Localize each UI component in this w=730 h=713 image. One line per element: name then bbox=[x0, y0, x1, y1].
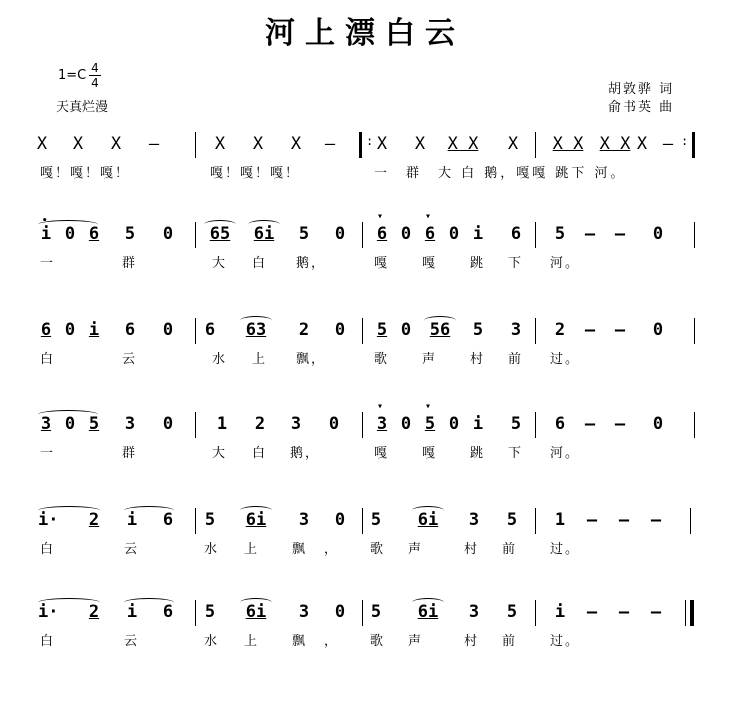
note: 6 bbox=[162, 602, 174, 622]
note: 2 bbox=[254, 414, 266, 434]
lyric: 飘， bbox=[296, 352, 327, 367]
note-dash: — bbox=[584, 224, 596, 244]
note: X bbox=[214, 134, 226, 154]
note-group: X X bbox=[552, 134, 584, 154]
lyric: 大 bbox=[212, 446, 228, 461]
lyric: 村 bbox=[464, 542, 480, 557]
repeat-dots: : bbox=[366, 134, 374, 148]
lyric: 水 bbox=[212, 352, 228, 367]
lyric: 前 bbox=[502, 542, 518, 557]
note: • i bbox=[40, 216, 52, 244]
accent-mark: ▾ bbox=[425, 211, 432, 222]
note: 5 bbox=[370, 510, 382, 530]
composer: 俞书英 曲 bbox=[608, 100, 675, 115]
note: 5 bbox=[554, 224, 566, 244]
lyric: 白 bbox=[252, 446, 268, 461]
note-dash: — bbox=[650, 510, 662, 530]
notes-row-3 bbox=[0, 312, 730, 346]
lyric: 嘎 bbox=[422, 256, 438, 271]
note: 0 bbox=[448, 224, 460, 244]
accent-mark: ▾ bbox=[377, 401, 384, 412]
barline bbox=[535, 132, 536, 158]
note-dash: — bbox=[324, 134, 336, 154]
lyric: 声 bbox=[422, 352, 438, 367]
note: 5 bbox=[204, 510, 216, 530]
barline bbox=[690, 508, 691, 534]
note: 0 bbox=[162, 224, 174, 244]
barline bbox=[535, 508, 536, 534]
lyric: 一 bbox=[40, 446, 56, 461]
note: 6 bbox=[204, 320, 216, 340]
lyric: 水 bbox=[204, 634, 220, 649]
note: 5 bbox=[204, 602, 216, 622]
lyric: 一 群 大 白 鹅，嘎嘎 跳下 河。 bbox=[374, 166, 627, 181]
lyric: 跳 bbox=[470, 256, 486, 271]
note: i bbox=[126, 510, 138, 530]
lyric: 过。 bbox=[550, 352, 581, 367]
barline bbox=[694, 222, 695, 248]
note-dash: — bbox=[584, 414, 596, 434]
barline bbox=[694, 318, 695, 344]
note: 0 bbox=[400, 414, 412, 434]
note: 3 bbox=[124, 414, 136, 434]
note: 2 bbox=[88, 510, 100, 530]
lyric: 嘎！嘎！嘎！ bbox=[210, 166, 301, 181]
note: X bbox=[414, 134, 426, 154]
note-group: 6i bbox=[245, 602, 267, 622]
note: 0 bbox=[334, 224, 346, 244]
note: 3 bbox=[290, 414, 302, 434]
note: 2 bbox=[88, 602, 100, 622]
lyric: 过。 bbox=[550, 634, 581, 649]
barline bbox=[535, 600, 536, 626]
accent-mark: ▾ bbox=[425, 401, 432, 412]
note: 2 bbox=[298, 320, 310, 340]
note: X bbox=[72, 134, 84, 154]
lyric: 群 bbox=[122, 256, 138, 271]
final-barline-thin bbox=[685, 600, 686, 626]
note: i bbox=[472, 414, 484, 434]
note-dash: — bbox=[614, 224, 626, 244]
lyric: 过。 bbox=[550, 542, 581, 557]
note-accent: 5 ▾ bbox=[424, 401, 436, 434]
lyric: 村 bbox=[470, 352, 486, 367]
barline bbox=[362, 508, 363, 534]
lyric: 云 bbox=[122, 352, 138, 367]
note: 2 bbox=[554, 320, 566, 340]
note: X bbox=[252, 134, 264, 154]
repeat-end-barline bbox=[692, 132, 695, 158]
note: X bbox=[110, 134, 122, 154]
lyric: 水 bbox=[204, 542, 220, 557]
note-dash: — bbox=[650, 602, 662, 622]
note: 5 bbox=[472, 320, 484, 340]
lyric: 一 bbox=[40, 256, 56, 271]
note-dash: — bbox=[618, 602, 630, 622]
lyric: 河。 bbox=[550, 446, 581, 461]
note: i bbox=[126, 602, 138, 622]
note-group: 6i bbox=[417, 510, 439, 530]
note: 0 bbox=[400, 224, 412, 244]
note: 0 bbox=[448, 414, 460, 434]
lyric: 白 bbox=[40, 352, 56, 367]
lyric: 白 bbox=[40, 542, 56, 557]
note-group: 56 bbox=[429, 320, 451, 340]
note: 0 bbox=[334, 602, 346, 622]
note: 0 bbox=[64, 414, 76, 434]
note: X bbox=[36, 134, 48, 154]
lyrics-row-2 bbox=[0, 252, 730, 270]
note-group: 6i bbox=[253, 224, 275, 244]
note-dash: — bbox=[148, 134, 160, 154]
lyric: 嘎 bbox=[374, 446, 390, 461]
note-dash: — bbox=[662, 134, 674, 154]
notes-row-6 bbox=[0, 594, 730, 628]
note-dash: — bbox=[586, 602, 598, 622]
lyric: 上 bbox=[244, 634, 260, 649]
note: 3 bbox=[40, 414, 52, 434]
note: 3 bbox=[510, 320, 522, 340]
lyric: 下 bbox=[508, 256, 524, 271]
lyric: 前 bbox=[502, 634, 518, 649]
note: 6 bbox=[88, 224, 100, 244]
lyric: 歌 bbox=[370, 542, 386, 557]
accent-mark: ▾ bbox=[377, 211, 384, 222]
note: 0 bbox=[652, 414, 664, 434]
note: 5 bbox=[124, 224, 136, 244]
note-dash: — bbox=[618, 510, 630, 530]
barline bbox=[362, 600, 363, 626]
barline bbox=[362, 412, 363, 438]
note-accent: 6 ▾ bbox=[424, 211, 436, 244]
note: 1 bbox=[554, 510, 566, 530]
lyric: 村 bbox=[464, 634, 480, 649]
lyric: 河。 bbox=[550, 256, 581, 271]
lyrics-row-3 bbox=[0, 348, 730, 366]
lyric: 云 bbox=[124, 542, 140, 557]
note: 5 bbox=[506, 602, 518, 622]
note: 0 bbox=[64, 224, 76, 244]
note: X bbox=[507, 134, 519, 154]
lyric: 大 bbox=[212, 256, 228, 271]
note: 0 bbox=[328, 414, 340, 434]
note: 3 bbox=[298, 602, 310, 622]
note: 5 bbox=[298, 224, 310, 244]
note-group: 6i bbox=[245, 510, 267, 530]
note-dash: — bbox=[614, 320, 626, 340]
lyric: 鹅， bbox=[290, 446, 321, 461]
barline bbox=[694, 412, 695, 438]
barline bbox=[362, 222, 363, 248]
lyric: 云 bbox=[124, 634, 140, 649]
song-title: 河上漂白云 bbox=[265, 16, 465, 51]
note-dash: — bbox=[614, 414, 626, 434]
note: 0 bbox=[652, 320, 664, 340]
note-dash: — bbox=[586, 510, 598, 530]
note: 3 bbox=[468, 510, 480, 530]
lyric: 跳 bbox=[470, 446, 486, 461]
note: 0 bbox=[334, 320, 346, 340]
lyric: 前 bbox=[508, 352, 524, 367]
expression-mark: 天真烂漫 bbox=[56, 100, 109, 115]
note: 5 bbox=[370, 602, 382, 622]
note: 6 bbox=[162, 510, 174, 530]
note: 0 bbox=[334, 510, 346, 530]
note-dash: — bbox=[584, 320, 596, 340]
note: i· bbox=[38, 510, 59, 530]
note: 0 bbox=[162, 414, 174, 434]
lyric: 下 bbox=[508, 446, 524, 461]
barline bbox=[195, 132, 196, 158]
note: 6 bbox=[124, 320, 136, 340]
lyric: 白 bbox=[252, 256, 268, 271]
note: i bbox=[88, 320, 100, 340]
note: 6 bbox=[510, 224, 522, 244]
key-signature: 1=C bbox=[58, 68, 87, 83]
note: i bbox=[472, 224, 484, 244]
barline bbox=[535, 222, 536, 248]
note-group: X X bbox=[599, 134, 631, 154]
notes-row-5 bbox=[0, 502, 730, 536]
note: 0 bbox=[162, 320, 174, 340]
lyrics-row-1 bbox=[0, 162, 730, 180]
lyric-punct: ， bbox=[324, 634, 340, 649]
lyric: 群 bbox=[122, 446, 138, 461]
lyric: 嘎 bbox=[422, 446, 438, 461]
repeat-dots: : bbox=[681, 134, 689, 148]
barline bbox=[195, 318, 196, 344]
notes-row-1 bbox=[0, 126, 730, 160]
note: 3 bbox=[298, 510, 310, 530]
barline bbox=[195, 222, 196, 248]
note-accent: 6 ▾ bbox=[376, 211, 388, 244]
note: 5 bbox=[88, 414, 100, 434]
note: 6 bbox=[554, 414, 566, 434]
note: X bbox=[636, 134, 648, 154]
note: 3 bbox=[468, 602, 480, 622]
barline bbox=[195, 508, 196, 534]
note: 1 bbox=[216, 414, 228, 434]
note: 0 bbox=[400, 320, 412, 340]
lyric: 上 bbox=[244, 542, 260, 557]
note: i· bbox=[38, 602, 59, 622]
time-sig-top: 4 bbox=[91, 61, 99, 75]
note: 5 bbox=[506, 510, 518, 530]
lyric: 白 bbox=[40, 634, 56, 649]
note: 0 bbox=[652, 224, 664, 244]
time-sig-bottom: 4 bbox=[91, 76, 99, 90]
lyricist: 胡敦骅 词 bbox=[608, 82, 675, 97]
lyric: 声 bbox=[408, 634, 424, 649]
lyric: 飘 bbox=[292, 634, 308, 649]
note: 6 bbox=[40, 320, 52, 340]
note-group: 65 bbox=[209, 224, 231, 244]
note-group: 63 bbox=[245, 320, 267, 340]
note: 0 bbox=[64, 320, 76, 340]
note-group: X X bbox=[447, 134, 479, 154]
barline bbox=[535, 412, 536, 438]
note-accent: 3 ▾ bbox=[376, 401, 388, 434]
note: 5 bbox=[376, 320, 388, 340]
lyric: 歌 bbox=[370, 634, 386, 649]
final-barline-thick bbox=[690, 600, 694, 626]
barline bbox=[362, 318, 363, 344]
note: X bbox=[376, 134, 388, 154]
time-signature bbox=[89, 62, 101, 89]
notes-row-4 bbox=[0, 401, 730, 440]
lyric: 鹅， bbox=[296, 256, 327, 271]
barline bbox=[535, 318, 536, 344]
lyrics-row-5 bbox=[0, 538, 730, 556]
lyric: 嘎！嘎！嘎！ bbox=[40, 166, 131, 181]
lyric: 飘 bbox=[292, 542, 308, 557]
barline bbox=[195, 600, 196, 626]
lyric: 声 bbox=[408, 542, 424, 557]
lyric: 嘎 bbox=[374, 256, 390, 271]
note: i bbox=[554, 602, 566, 622]
note-group: 6i bbox=[417, 602, 439, 622]
barline bbox=[195, 412, 196, 438]
lyric: 歌 bbox=[374, 352, 390, 367]
note: X bbox=[290, 134, 302, 154]
lyric-punct: ， bbox=[324, 542, 340, 557]
lyrics-row-4 bbox=[0, 442, 730, 460]
lyrics-row-6 bbox=[0, 630, 730, 648]
notes-row-2 bbox=[0, 211, 730, 250]
note: 5 bbox=[510, 414, 522, 434]
repeat-start-barline bbox=[359, 132, 362, 158]
lyric: 上 bbox=[252, 352, 268, 367]
